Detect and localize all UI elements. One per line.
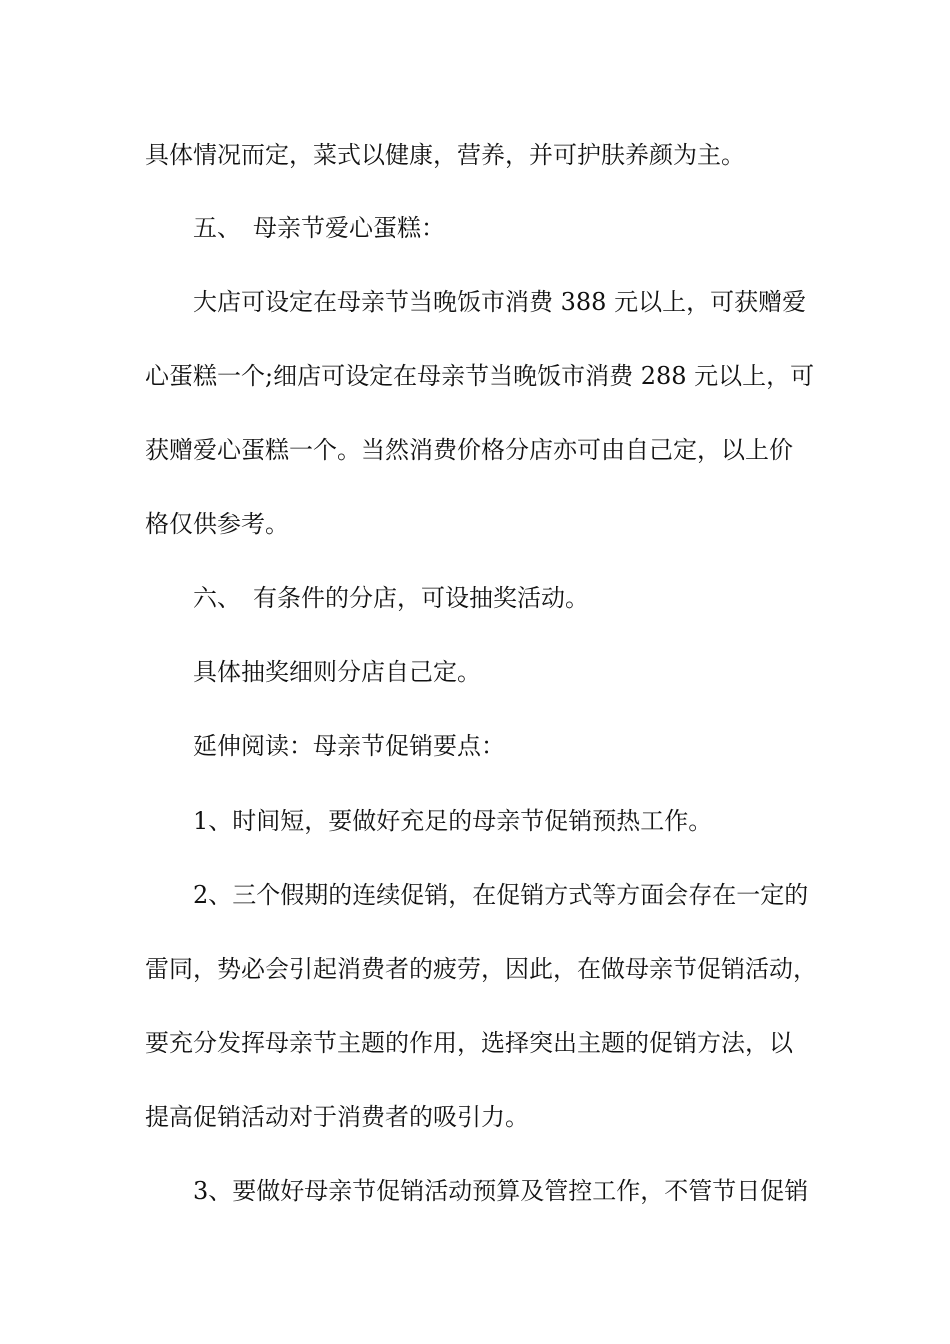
section-title: 有条件的分店，可设抽奖活动。 bbox=[253, 584, 589, 612]
list-item-3: 3、要做好母亲节促销活动预算及管控工作，不管节日促销 bbox=[193, 1177, 809, 1205]
section-number: 五、 bbox=[193, 214, 241, 242]
paragraph-line: 格仅供参考。 bbox=[145, 510, 289, 538]
section-number: 六、 bbox=[193, 584, 241, 612]
paragraph-line: 具体情况而定，菜式以健康，营养，并可护肤养颜为主。 bbox=[145, 141, 745, 169]
paragraph-line: 延伸阅读：母亲节促销要点： bbox=[193, 732, 505, 760]
paragraph-line: 大店可设定在母亲节当晚饭市消费 388 元以上，可获赠爱 bbox=[193, 288, 807, 316]
list-item-2: 2、三个假期的连续促销，在促销方式等方面会存在一定的 bbox=[193, 881, 809, 909]
paragraph-line: 要充分发挥母亲节主题的作用，选择突出主题的促销方法，以 bbox=[145, 1029, 793, 1057]
paragraph-line: 具体抽奖细则分店自己定。 bbox=[193, 658, 481, 686]
paragraph-line: 获赠爱心蛋糕一个。当然消费价格分店亦可由自己定，以上价 bbox=[145, 436, 793, 464]
list-item-1: 1、时间短，要做好充足的母亲节促销预热工作。 bbox=[193, 807, 713, 835]
paragraph-line: 心蛋糕一个;细店可设定在母亲节当晚饭市消费 288 元以上，可 bbox=[145, 362, 815, 390]
paragraph-line: 提高促销活动对于消费者的吸引力。 bbox=[145, 1103, 529, 1131]
paragraph-line: 雷同，势必会引起消费者的疲劳，因此，在做母亲节促销活动， bbox=[145, 955, 817, 983]
section-heading-5 bbox=[193, 213, 893, 243]
section-heading-6 bbox=[193, 583, 893, 613]
section-title: 母亲节爱心蛋糕： bbox=[253, 214, 445, 242]
